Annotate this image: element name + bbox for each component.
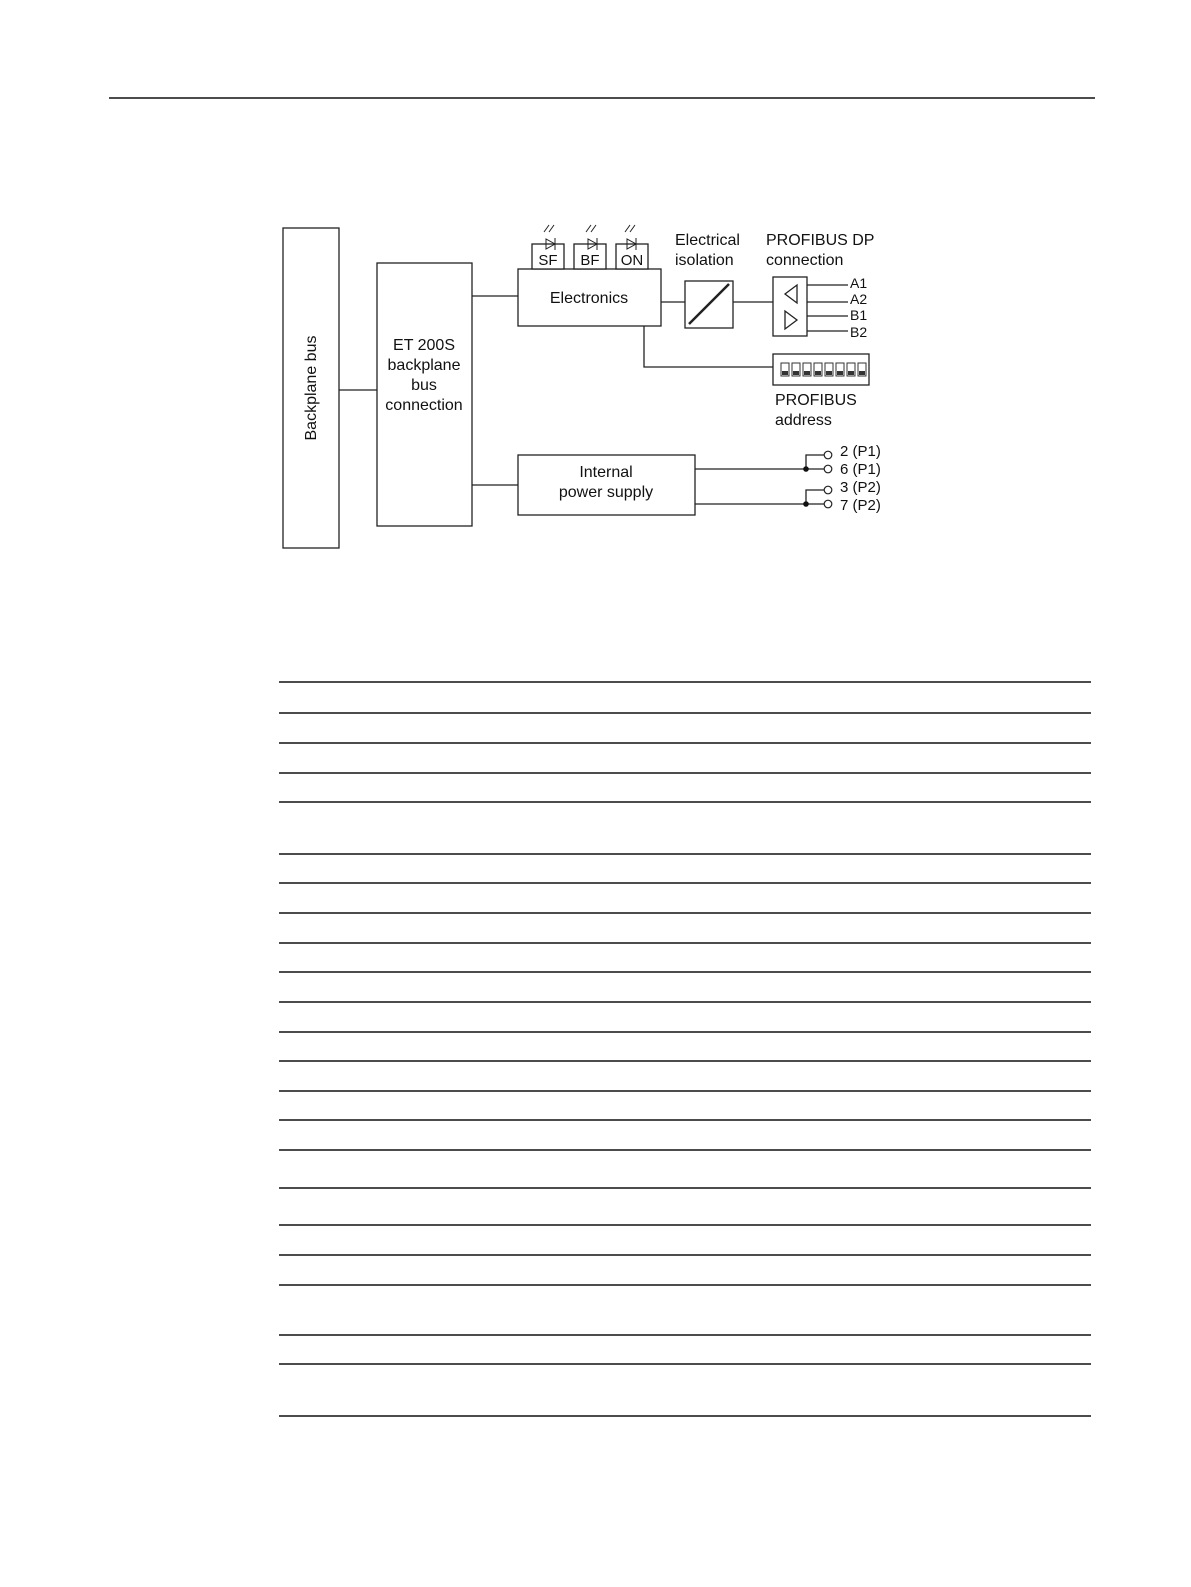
power-label-line-2: power supply bbox=[558, 484, 654, 501]
terminal-7-p2 bbox=[824, 500, 832, 508]
isolation-label-line-1: Electrical bbox=[675, 232, 740, 249]
block-diagram bbox=[283, 225, 881, 548]
connection-label-line-1: ET 200S bbox=[393, 337, 455, 354]
connection-label-line-3: bus bbox=[411, 377, 437, 394]
led-on bbox=[616, 225, 648, 269]
connection-label-line-4: connection bbox=[385, 397, 463, 414]
led-label-sf: SF bbox=[538, 252, 558, 269]
led-label-on: ON bbox=[620, 252, 644, 269]
signal-a1: A1 bbox=[850, 275, 868, 291]
address-label-line-2: address bbox=[775, 412, 832, 429]
led-label-bf: BF bbox=[580, 252, 600, 269]
backplane-connection-box bbox=[377, 263, 472, 526]
terminal-label-6-p1: 6 (P1) bbox=[840, 461, 881, 478]
terminal-2-p1 bbox=[824, 451, 832, 459]
terminal-3-p2 bbox=[824, 486, 832, 494]
terminal-label-3-p2: 3 (P2) bbox=[840, 479, 881, 496]
isolation-label-line-2: isolation bbox=[675, 252, 734, 269]
connection-label-line-2: backplane bbox=[387, 357, 461, 374]
power-terminals bbox=[695, 443, 881, 514]
profibus-dp-label-line-1: PROFIBUS DP bbox=[766, 232, 875, 249]
led-bf bbox=[574, 225, 606, 269]
terminal-label-7-p2: 7 (P2) bbox=[840, 497, 881, 514]
electronics-label: Electronics bbox=[549, 290, 629, 307]
profibus-dp-label-line-2: connection bbox=[766, 252, 844, 269]
power-label-line-1: Internal bbox=[579, 464, 633, 481]
address-wire bbox=[644, 326, 773, 367]
address-label-line-1: PROFIBUS bbox=[775, 392, 857, 409]
signal-a2: A2 bbox=[850, 291, 868, 307]
terminal-label-2-p1: 2 (P1) bbox=[840, 443, 881, 460]
terminal-6-p1 bbox=[824, 465, 832, 473]
led-sf bbox=[532, 225, 564, 269]
signal-b1: B1 bbox=[850, 307, 868, 323]
signal-b2: B2 bbox=[850, 324, 868, 340]
driver-box bbox=[773, 277, 807, 336]
specification-table bbox=[279, 682, 1091, 1416]
backplane-bus-label: Backplane bus bbox=[303, 335, 320, 441]
